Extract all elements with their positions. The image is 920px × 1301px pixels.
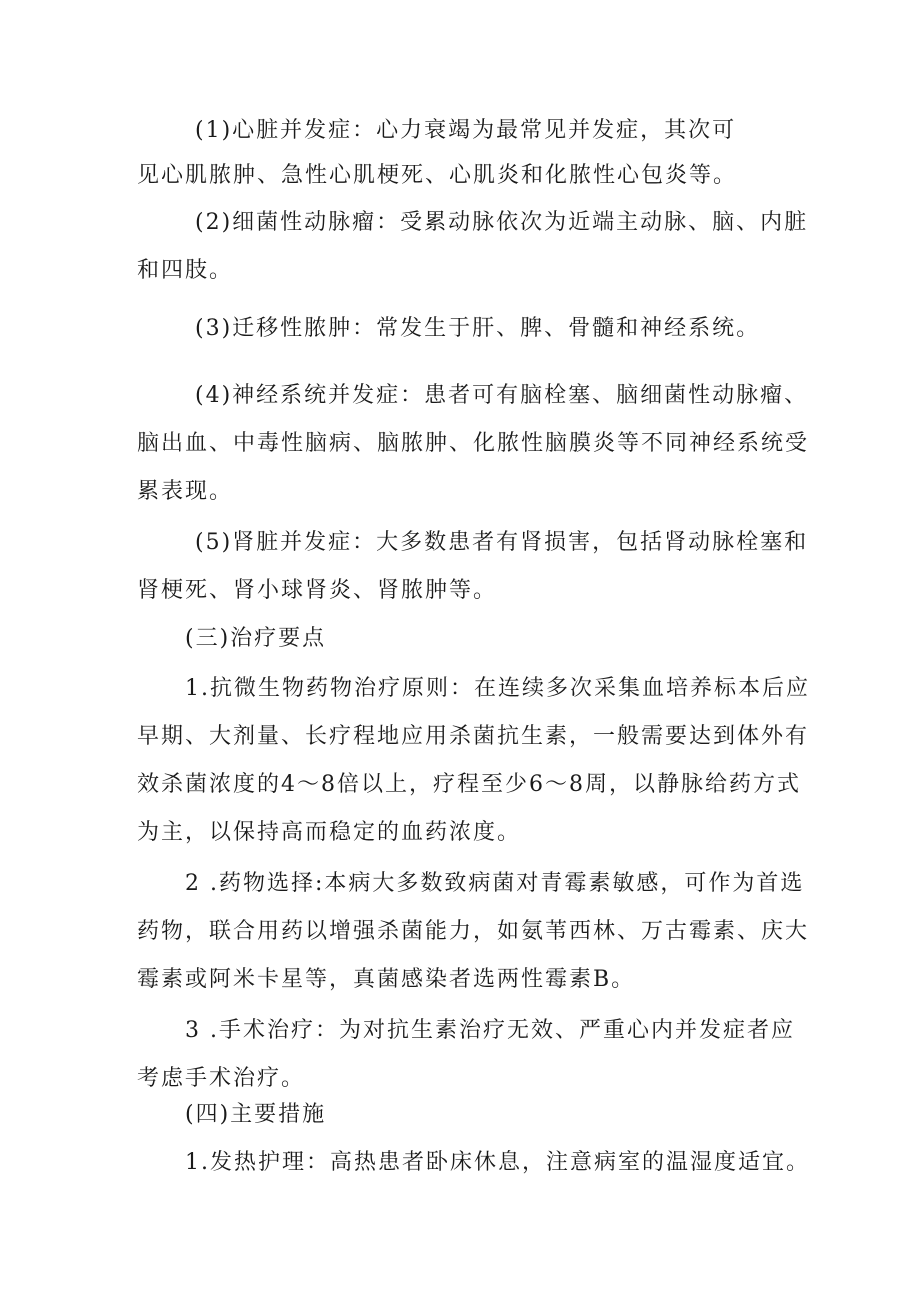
paragraph-line: (2)细菌性动脉瘤：受累动脉依次为近端主动脉、脑、内脏 xyxy=(195,210,809,235)
paragraph-line: 2 .药物选择:本病大多数致病菌对青霉素敏感，可作为首选 xyxy=(185,871,805,896)
paragraph-line: 考虑手术治疗。 xyxy=(137,1066,306,1091)
paragraph-line: 1.抗微生物药物治疗原则：在连续多次采集血培养标本后应 xyxy=(185,676,810,701)
paragraph-line: 早期、大剂量、长疗程地应用杀菌抗生素，一般需要达到体外有 xyxy=(137,724,810,749)
paragraph-line: 效杀菌浓度的4～8倍以上，疗程至少6～8周，以静脉给药方式 xyxy=(137,772,801,797)
paragraph-line: 1.发热护理：高热患者卧床休息，注意病室的温湿度适宜。 xyxy=(185,1150,810,1175)
paragraph-line: (1)心脏并发症：心力衰竭为最常见并发症，其次可 xyxy=(195,118,737,143)
paragraph-line: 肾梗死、肾小球肾炎、肾脓肿等。 xyxy=(137,578,498,603)
paragraph-line: 3 .手术治疗：为对抗生素治疗无效、严重心内并发症者应 xyxy=(185,1018,795,1043)
paragraph-line: 霉素或阿米卡星等，真菌感染者选两性霉素B。 xyxy=(137,967,636,992)
paragraph-line: 累表现。 xyxy=(137,479,234,504)
paragraph-line: (5)肾脏并发症：大多数患者有肾损害，包括肾动脉栓塞和 xyxy=(195,530,809,555)
paragraph-line: 脑出血、中毒性脑病、脑脓肿、化脓性脑膜炎等不同神经系统受 xyxy=(137,431,810,456)
paragraph-line: 和四肢。 xyxy=(137,258,234,283)
paragraph-line: (3)迁移性脓肿：常发生于肝、脾、骨髓和神经系统。 xyxy=(195,316,761,341)
section-heading: (四)主要措施 xyxy=(185,1102,327,1127)
paragraph-line: 为主，以保持高而稳定的血药浓度。 xyxy=(137,820,522,845)
paragraph-line: 药物，联合用药以增强杀菌能力，如氨苇西林、万古霉素、庆大 xyxy=(137,919,810,944)
paragraph-line: 见心肌脓肿、急性心肌梗死、心肌炎和化脓性心包炎等。 xyxy=(137,163,738,188)
section-heading: (三)治疗要点 xyxy=(185,626,327,651)
paragraph-line: (4)神经系统并发症：患者可有脑栓塞、脑细菌性动脉瘤、 xyxy=(195,383,809,408)
